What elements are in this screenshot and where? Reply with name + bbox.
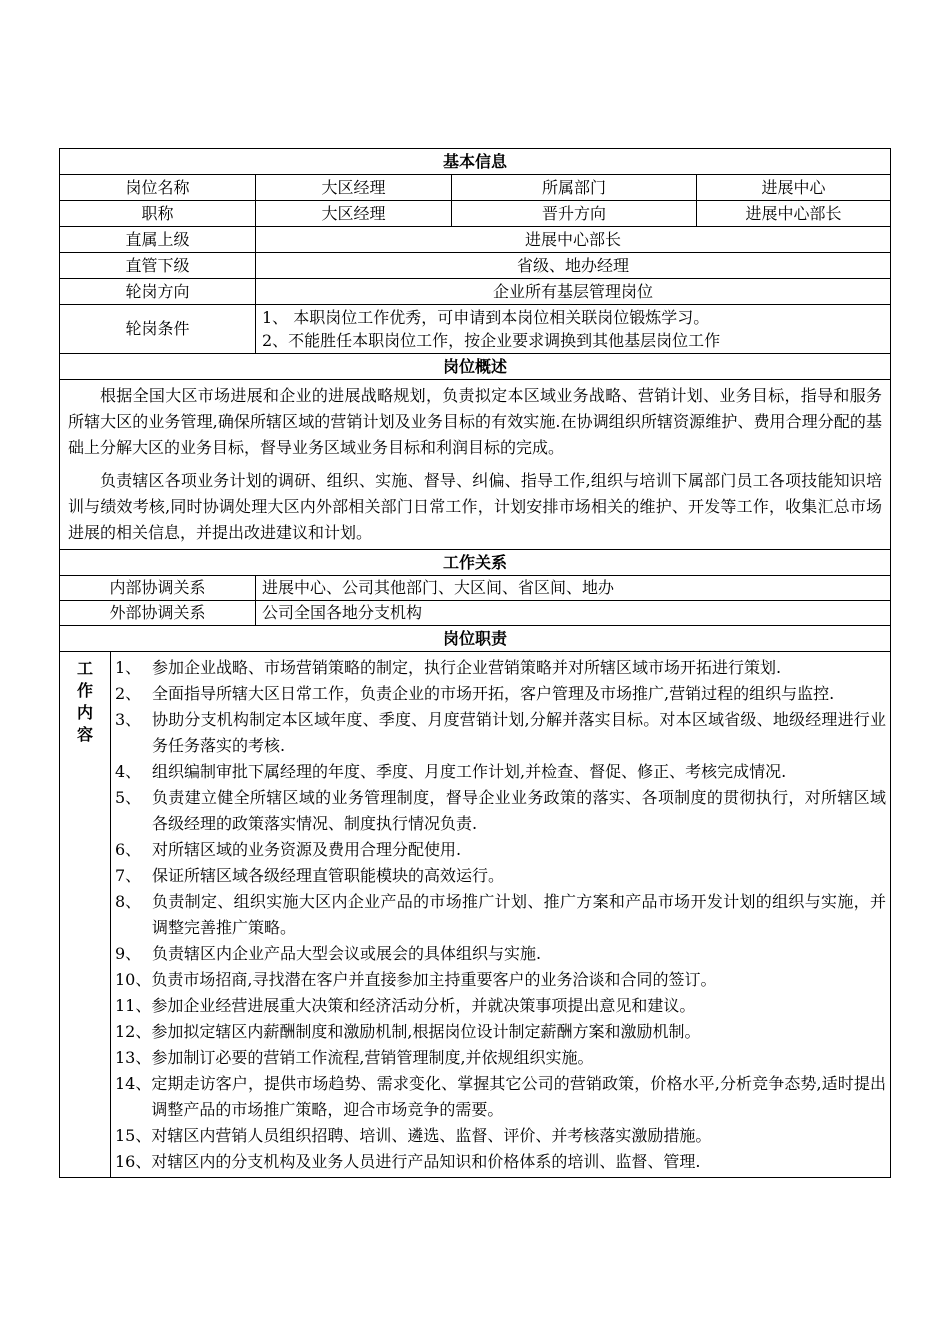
duty-text: 组织编制审批下属经理的年度、季度、月度工作计划,并检查、督促、修正、考核完成情况.	[152, 762, 787, 781]
duty-item	[115, 863, 886, 889]
superior-label: 直属上级	[60, 227, 256, 253]
duty-list	[111, 652, 891, 1178]
duty-number: 15、	[115, 1126, 152, 1145]
duty-item	[115, 681, 886, 707]
overview-header: 岗位概述	[60, 354, 891, 380]
basic-info-header: 基本信息	[60, 149, 891, 175]
subordinate-value: 省级、地办经理	[256, 253, 891, 279]
title-label: 职称	[60, 201, 256, 227]
rotation-condition-2: 2、不能胜任本职岗位工作，按企业要求调换到其他基层岗位工作	[262, 331, 721, 350]
duties-header: 岗位职责	[60, 626, 891, 652]
duty-item	[115, 1149, 886, 1175]
duty-number: 10、	[115, 970, 152, 989]
duty-item	[115, 993, 886, 1019]
overview-paragraph-2: 负责辖区各项业务计划的调研、组织、实施、督导、纠偏、指导工作,组织与培训下属部门员工各项技能知识培训与绩效考核,同时协调处理大区内外部相关部门日常工作，计划安排市场相关的维护、开发等工作，收集汇总市场进展的相关信息，并提出改进建议和计划。	[68, 471, 883, 542]
post-name-value: 大区经理	[256, 175, 452, 201]
duty-number: 6、	[115, 840, 142, 859]
duty-text: 负责辖区内企业产品大型会议或展会的具体组织与实施.	[152, 944, 542, 963]
external-relations-label: 外部协调关系	[60, 601, 256, 626]
duty-text: 保证所辖区域各级经理直管职能模块的高效运行。	[152, 866, 505, 885]
duty-item	[115, 785, 886, 837]
superior-value: 进展中心部长	[256, 227, 891, 253]
duty-number: 3、	[115, 710, 142, 729]
overview-paragraph-1: 根据全国大区市场进展和企业的进展战略规划，负责拟定本区域业务战略、营销计划、业务目标，指导和服务所辖大区的业务管理,确保所辖区域的营销计划及业务目标的有效实施.在协调组织所辖资源维护、费用合理分配的基础上分解大区的业务目标，督导业务区域业务目标和利润目标的完成。	[68, 386, 883, 457]
duty-number: 7、	[115, 866, 142, 885]
duty-item	[115, 1123, 886, 1149]
rotation-direction-value: 企业所有基层管理岗位	[256, 279, 891, 305]
duty-number: 5、	[115, 788, 142, 807]
promotion-value: 进展中心部长	[697, 201, 891, 227]
duty-item	[115, 1045, 886, 1071]
duty-text: 参加拟定辖区内薪酬制度和激励机制,根据岗位设计制定薪酬方案和激励机制。	[151, 1022, 701, 1041]
dept-value: 进展中心	[697, 175, 891, 201]
external-relations-value: 公司全国各地分支机构	[256, 601, 891, 626]
duty-item	[115, 967, 886, 993]
duty-text: 负责制定、组织实施大区内企业产品的市场推广计划、推广方案和产品市场开发计划的组织与实施，并调整完善推广策略。	[152, 892, 887, 937]
duty-text: 对辖区内营销人员组织招聘、培训、遴选、监督、评价、并考核落实激励措施。	[151, 1126, 712, 1145]
duty-item	[115, 837, 886, 863]
title-value: 大区经理	[256, 201, 452, 227]
rotation-direction-label: 轮岗方向	[60, 279, 256, 305]
internal-relations-value: 进展中心、公司其他部门、大区间、省区间、地办	[256, 576, 891, 601]
duty-text: 对辖区内的分支机构及业务人员进行产品知识和价格体系的培训、监督、管理.	[151, 1152, 701, 1171]
duty-text: 负责市场招商,寻找潜在客户并直接参加主持重要客户的业务洽谈和合同的签订。	[151, 970, 717, 989]
duty-text: 定期走访客户，提供市场趋势、需求变化、掌握其它公司的营销政策，价格水平,分析竞争态势,适时提出调整产品的市场推广策略，迎合市场竞争的需要。	[151, 1074, 887, 1119]
duty-text: 参加制订必要的营销工作流程,营销管理制度,并依规组织实施。	[151, 1048, 594, 1067]
duty-item	[115, 655, 886, 681]
duty-item	[115, 707, 886, 759]
job-description-page	[59, 148, 890, 1178]
relations-header: 工作关系	[60, 550, 891, 576]
rotation-condition-1: 1、 本职岗位工作优秀，可申请到本岗位相关联岗位锻炼学习。	[262, 308, 710, 327]
duty-number: 9、	[115, 944, 142, 963]
duty-text: 协助分支机构制定本区域年度、季度、月度营销计划,分解并落实目标。对本区域省级、地级经理进行业务任务落实的考核.	[152, 710, 887, 755]
duty-text: 负责建立健全所辖区域的业务管理制度，督导企业业务政策的落实、各项制度的贯彻执行，对所辖区域各级经理的政策落实情况、制度执行情况负责.	[152, 788, 887, 833]
duty-item	[115, 941, 886, 967]
duty-text: 参加企业战略、市场营销策略的制定，执行企业营销策略并对所辖区域市场开拓进行策划.	[152, 658, 782, 677]
promotion-label: 晋升方向	[452, 201, 697, 227]
work-content-label: 工 作 内 容	[60, 652, 111, 1178]
duty-number: 12、	[115, 1022, 152, 1041]
duty-item	[115, 1071, 886, 1123]
duty-text: 对所辖区域的业务资源及费用合理分配使用.	[152, 840, 462, 859]
job-description-table	[59, 148, 891, 1178]
post-name-label: 岗位名称	[60, 175, 256, 201]
duty-number: 14、	[115, 1074, 152, 1093]
duty-item	[115, 759, 886, 785]
duty-item	[115, 889, 886, 941]
dept-label: 所属部门	[452, 175, 697, 201]
duty-number: 2、	[115, 684, 142, 703]
duty-number: 4、	[115, 762, 142, 781]
subordinate-label: 直管下级	[60, 253, 256, 279]
duty-text: 全面指导所辖大区日常工作，负责企业的市场开拓，客户管理及市场推广,营销过程的组织与监控.	[152, 684, 835, 703]
duty-number: 16、	[115, 1152, 152, 1171]
rotation-condition-label: 轮岗条件	[60, 305, 256, 354]
duty-item	[115, 1019, 886, 1045]
duty-text: 参加企业经营进展重大决策和经济活动分析，并就决策事项提出意见和建议。	[151, 996, 696, 1015]
rotation-conditions	[256, 305, 891, 354]
duty-number: 1、	[115, 658, 142, 677]
duty-number: 11、	[115, 996, 152, 1015]
duty-number: 13、	[115, 1048, 152, 1067]
duty-number: 8、	[115, 892, 142, 911]
overview-body	[60, 380, 891, 550]
internal-relations-label: 内部协调关系	[60, 576, 256, 601]
